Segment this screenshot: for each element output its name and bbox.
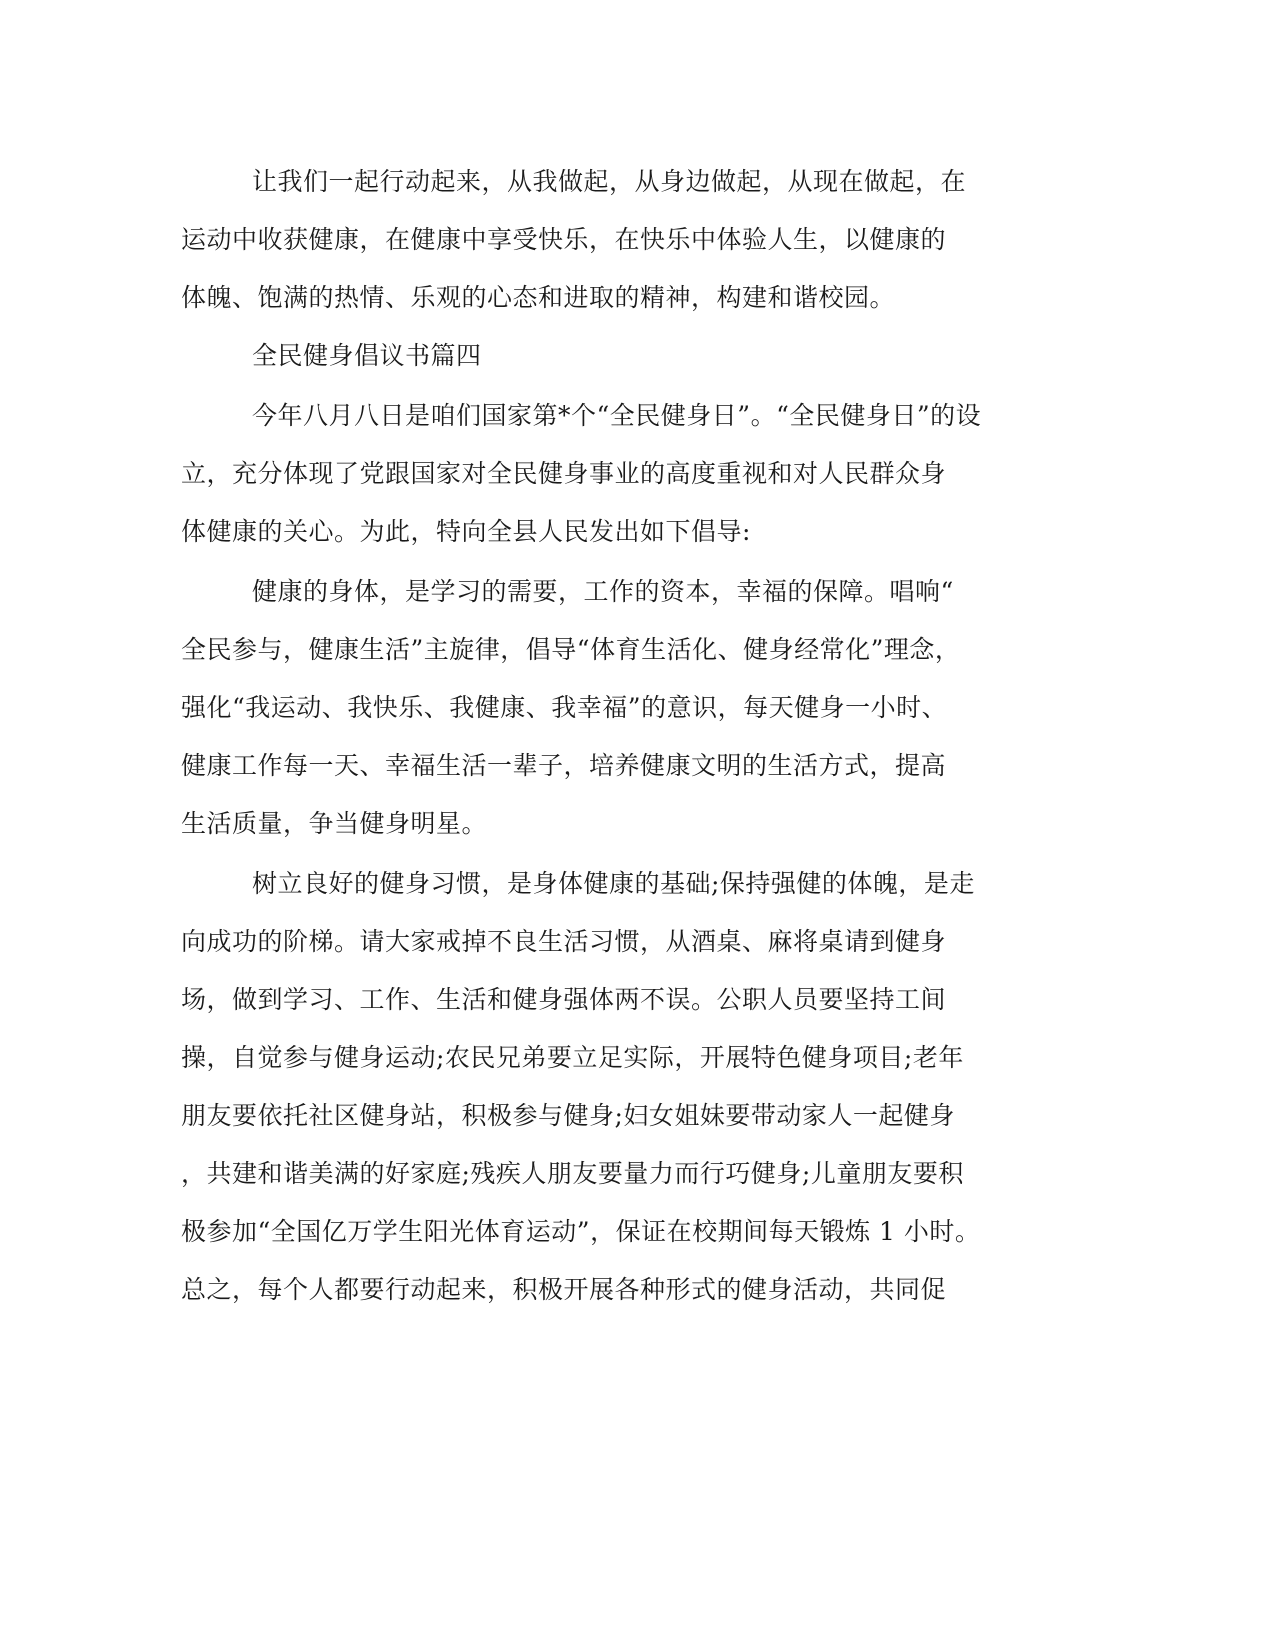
text-line: 强化“我运动、我快乐、我健康、我幸福”的意识，每天健身一小时、 [181, 693, 948, 722]
text-line: 体魄、饱满的热情、乐观的心态和进取的精神，构建和谐校园。 [181, 283, 896, 312]
text-line: 向成功的阶梯。请大家戒掉不良生活习惯，从酒桌、麻将桌请到健身 [181, 927, 947, 956]
text-line: 运动中收获健康，在健康中享受快乐，在快乐中体验人生，以健康的 [181, 225, 947, 254]
text-line: 朋友要依托社区健身站，积极参与健身;妇女姐妹要带动家人一起健身 [181, 1101, 955, 1130]
text-line: 立，充分体现了党跟国家对全民健身事业的高度重视和对人民群众身 [181, 459, 947, 488]
text-line: 树立良好的健身习惯，是身体健康的基础;保持强健的体魄，是走 [252, 869, 975, 898]
text-line: ，共建和谐美满的好家庭;残疾人朋友要量力而行巧健身;儿童朋友要积 [181, 1159, 964, 1188]
section-heading: 全民健身倡议书篇四 [252, 341, 482, 370]
text-line: 操，自觉参与健身运动;农民兄弟要立足实际，开展特色健身项目;老年 [181, 1043, 964, 1072]
text-line: 健康的身体，是学习的需要，工作的资本，幸福的保障。唱响“ [252, 577, 954, 606]
text-line: 体健康的关心。为此，特向全县人民发出如下倡导: [181, 517, 751, 546]
text-line: 全民参与，健康生活”主旋律，倡导“体育生活化、健身经常化”理念， [181, 635, 961, 664]
text-line: 今年八月八日是咱们国家第*个“全民健身日”。“全民健身日”的设 [252, 401, 982, 430]
text-line: 场，做到学习、工作、生活和健身强体两不误。公职人员要坚持工间 [181, 985, 947, 1014]
text-line: 极参加“全国亿万学生阳光体育运动”，保证在校期间每天锻炼 1 小时。 [181, 1217, 981, 1246]
text-line: 让我们一起行动起来，从我做起，从身边做起，从现在做起，在 [252, 167, 967, 196]
text-line: 生活质量，争当健身明星。 [181, 809, 488, 838]
text-line: 总之，每个人都要行动起来，积极开展各种形式的健身活动，共同促 [181, 1275, 947, 1304]
text-line: 健康工作每一天、幸福生活一辈子，培养健康文明的生活方式，提高 [181, 751, 947, 780]
